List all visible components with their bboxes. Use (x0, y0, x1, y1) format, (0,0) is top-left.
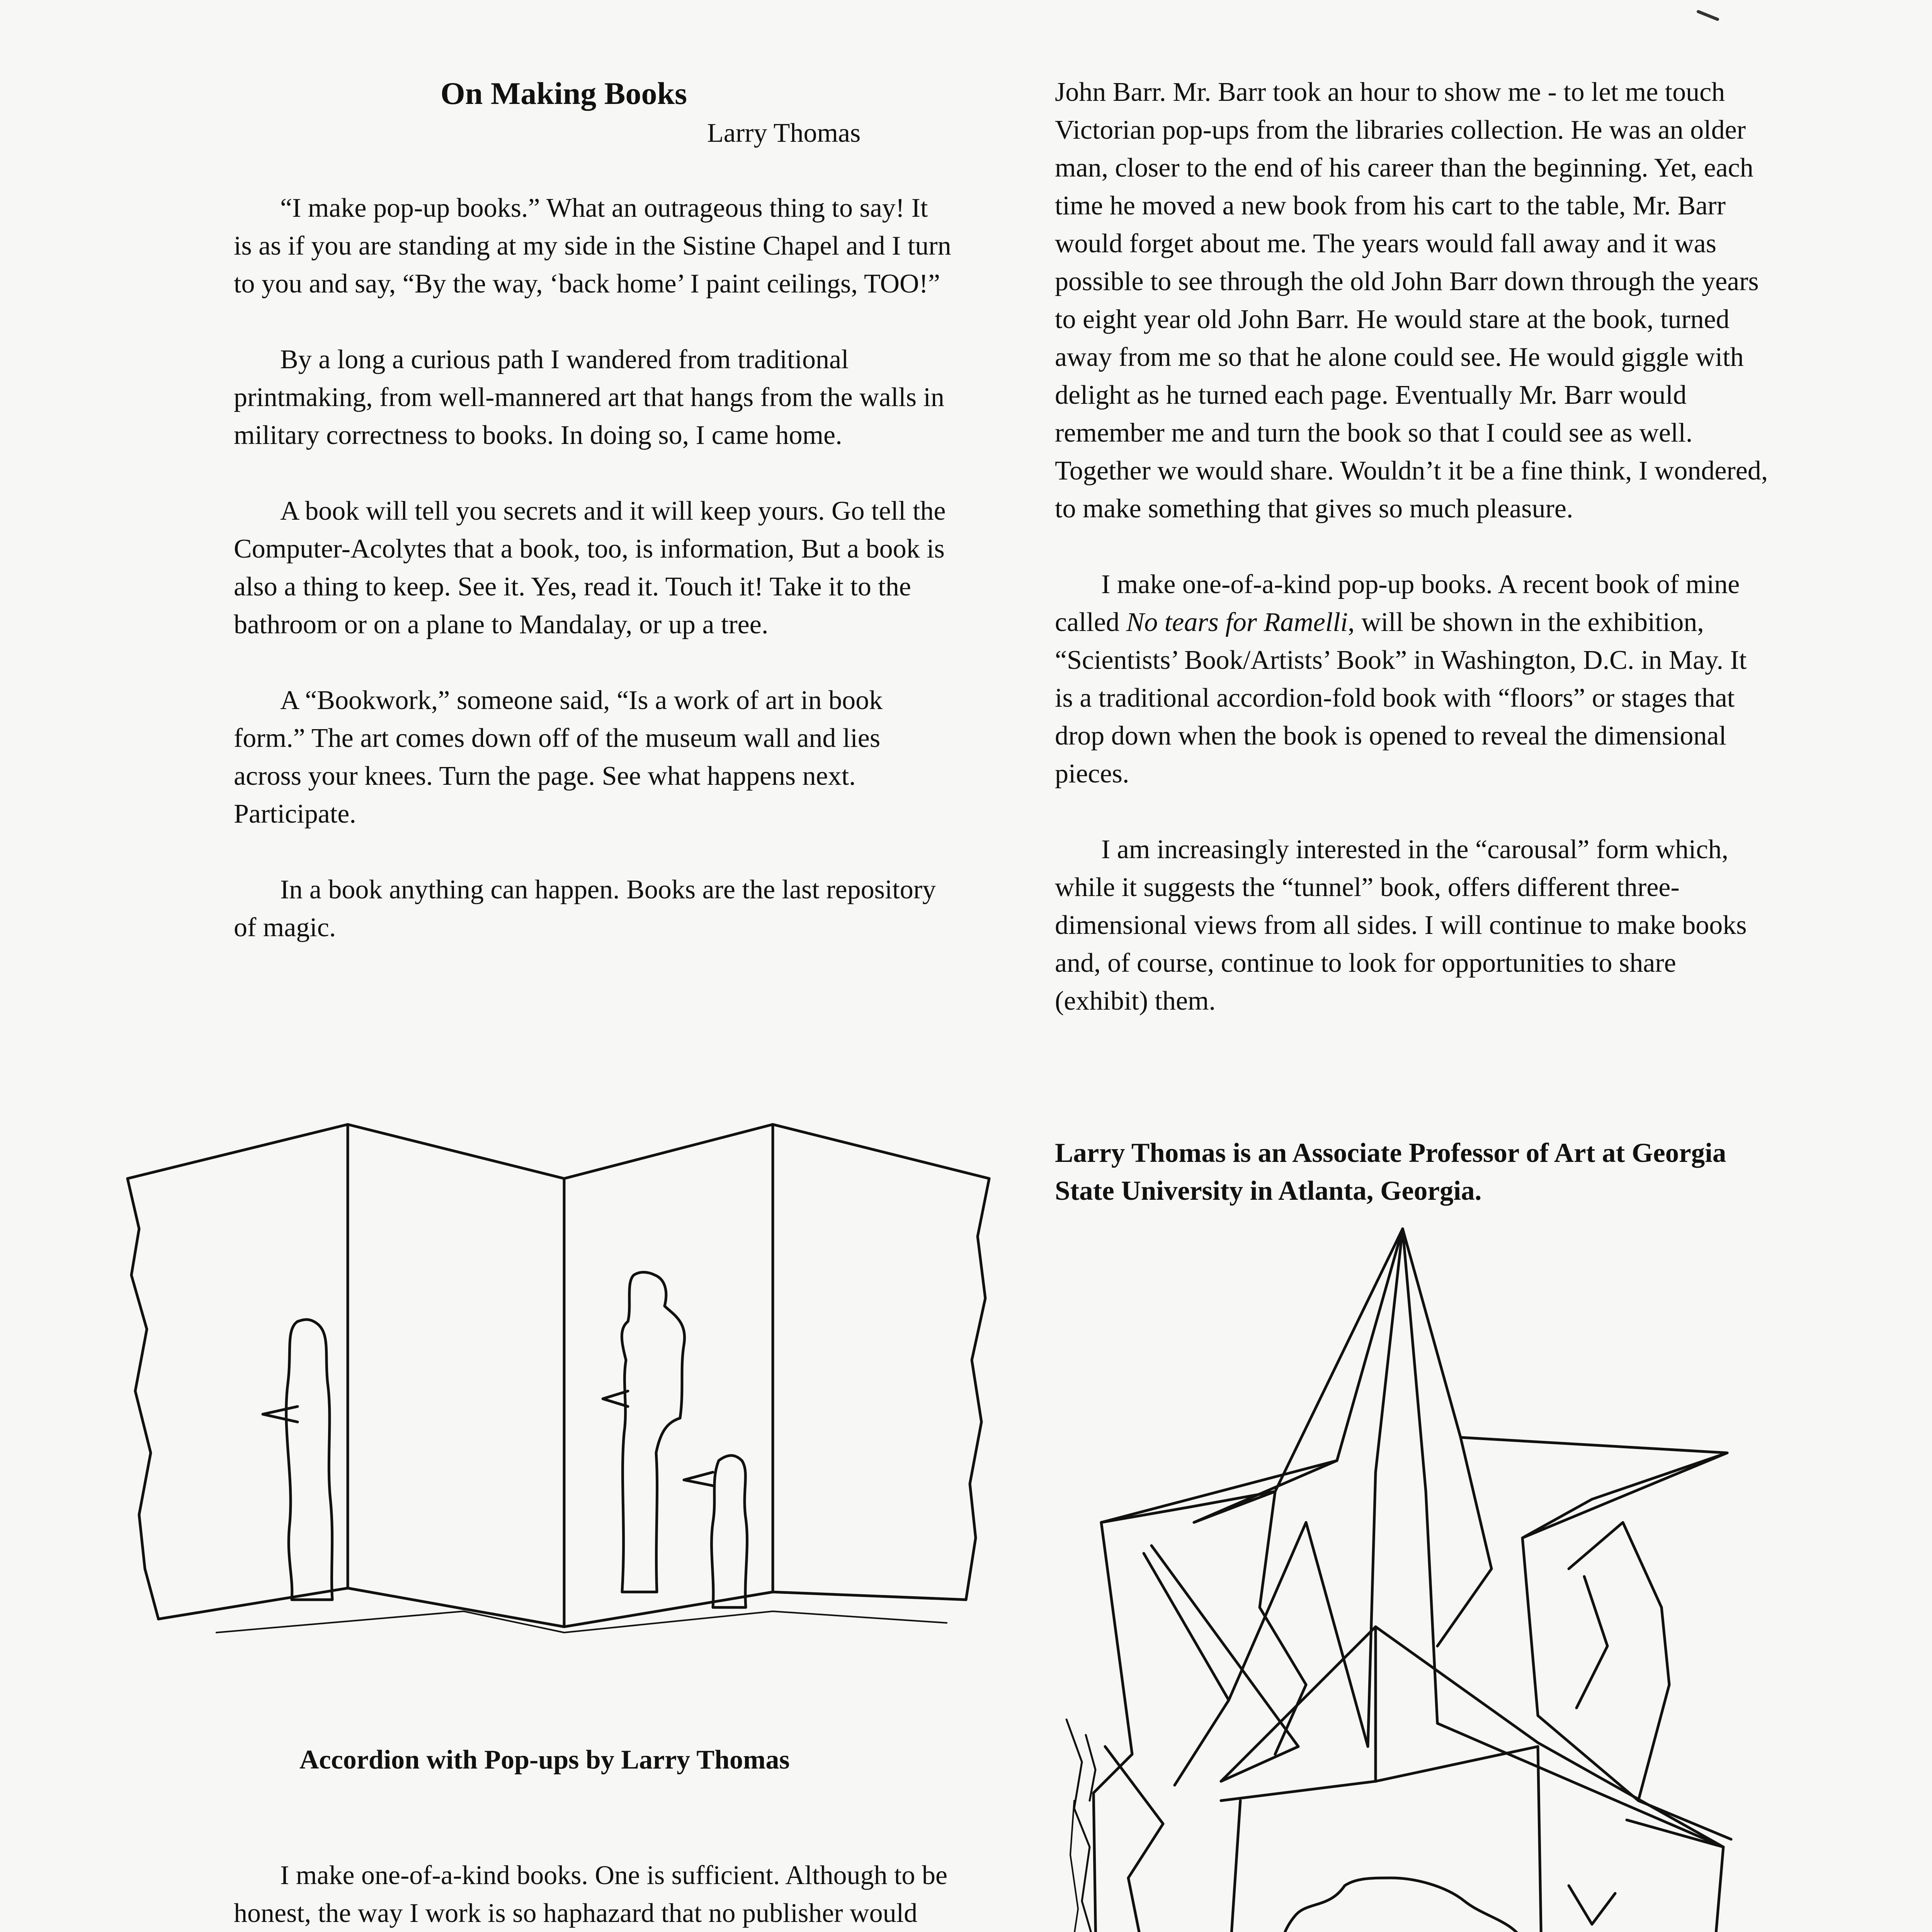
accordion-popup-illustration (116, 1113, 1005, 1685)
paragraph-text: I make one-of-a-kind pop-up books. A recent book of mine called (1055, 570, 1740, 637)
article-title: On Making Books (440, 76, 687, 111)
paragraph: A book will tell you secrets and it will keep yours. Go tell the Computer-Acolytes that a book, too, is information, But a book is also a thing to keep. See it. Yes, read it. Touch it! Take it to the bathroom or on a plane to Mandalay, or up a tree. (234, 496, 946, 639)
paragraph-text: , will be shown in the exhibition, “Scientists’ Book/Artists’ Book” in Washington, D.C. in May. It is a traditional accordion-fold book with “floors” or stages that drop down when the book is opened to reveal the dimensional pieces. (1055, 607, 1747, 789)
paragraph: I am increasingly interested in the “carousal” form which, while it suggests the “tunnel” book, offers different three-dimensional views from all sides. I will continue to make books and, of course, continue to look for opportunities to share (exhibit) them. (1055, 835, 1747, 1016)
book-title: No tears for Ramelli (1126, 607, 1348, 637)
author-bio: Larry Thomas is an Associate Professor of Art at Georgia State University in Atlanta, Georgia. (1055, 1138, 1726, 1206)
accordion-caption: Accordion with Pop-ups by Larry Thomas (299, 1745, 790, 1775)
paragraph (1055, 566, 1770, 793)
paragraph: A “Bookwork,” someone said, “Is a work of art in book form.” The art comes down off of the museum wall and lies across your knees. Turn the page. See what happens next. Participate. (234, 685, 883, 829)
paragraph: By a long a curious path I wandered from traditional printmaking, from well-mannered art that hangs from the walls in military correctness to books. In doing so, I came home. (234, 345, 944, 450)
left-column-lower (234, 1857, 952, 1932)
paragraph: John Barr. Mr. Barr took an hour to show me - to let me touch Victorian pop-ups from the libraries collection. He was an older man, closer to the end of his career than the beginning. Yet, each time he moved a new book from his cart to the table, Mr. Barr would forget about me. The years would fall away and it was possible to see through the old John Barr down through the years to eight year old John Barr. He would stare at the book, turned away from me so that he alone could see. He would giggle with delight as he turned each page. Eventually Mr. Barr would remember me and turn the book so that I could see as well. Together we would share. Wouldn’t it be a fine think, I wondered, to make something that gives so much pleasure. (1055, 77, 1768, 524)
paragraph: I make one-of-a-kind books. One is sufficient. Although to be honest, the way I work is so haphazard that no publisher would (234, 1861, 947, 1928)
carousal-illustration (1028, 1221, 1747, 1932)
paragraph: “I make pop-up books.” What an outrageous thing to say! It is as if you are standing at my side in the Sistine Chapel and I turn to you and say, “By the way, ‘back home’ I paint ceilings, TOO!” (234, 193, 951, 299)
paragraph: In a book anything can happen. Books are the last repository of magic. (234, 875, 936, 942)
article-author: Larry Thomas (707, 118, 861, 148)
left-column-upper (234, 189, 952, 985)
right-column (1055, 73, 1770, 1058)
